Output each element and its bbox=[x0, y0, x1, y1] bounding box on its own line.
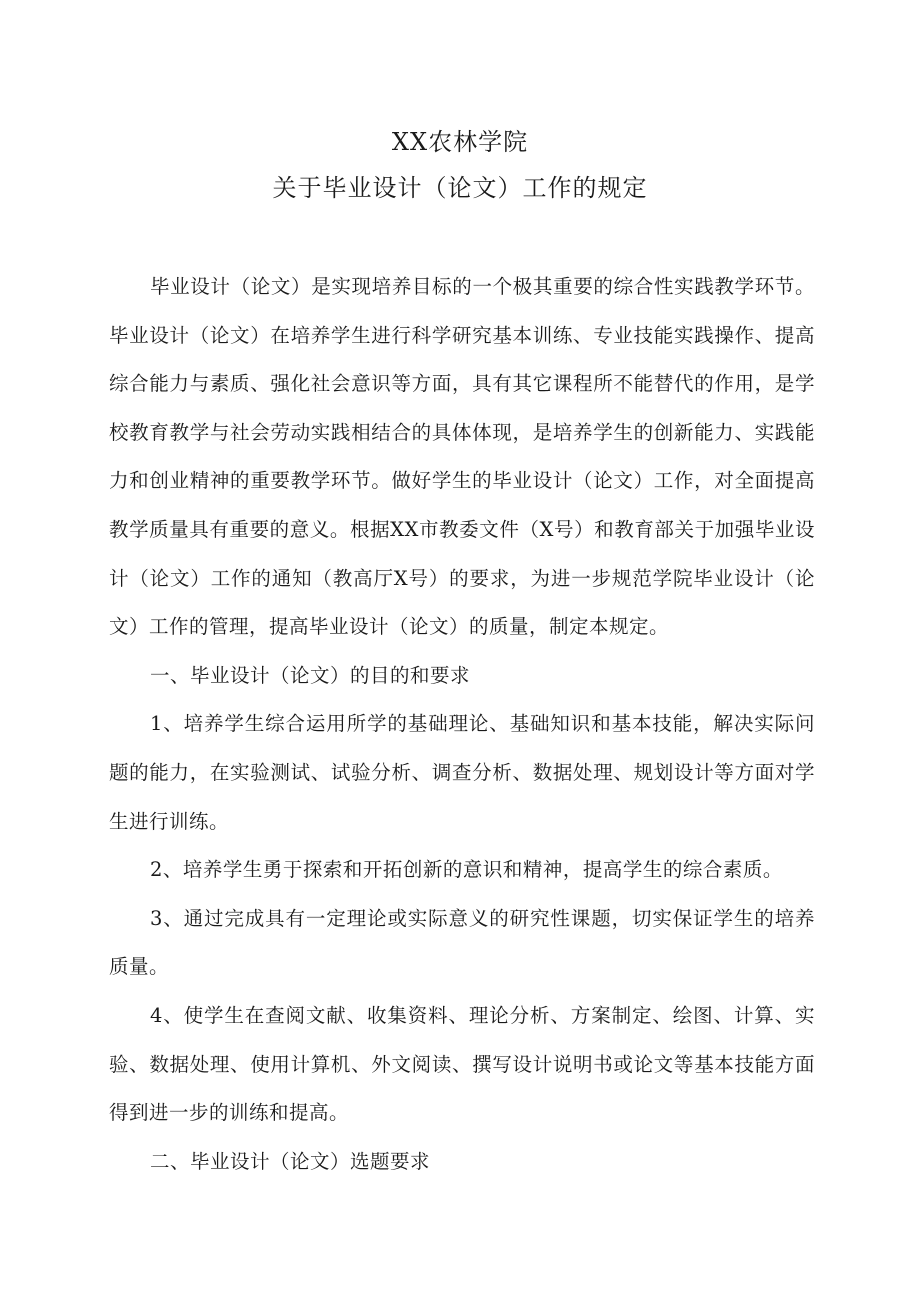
section-heading-1: 一、毕业设计（论文）的目的和要求 bbox=[149, 663, 470, 687]
document-title-regulation: 关于毕业设计（论文）工作的规定 bbox=[272, 174, 648, 202]
intro-paragraph: 毕业设计（论文）是实现培养目标的一个极其重要的综合性实践教学环节。毕业设计（论文）在培养学生进行科学研究基本训练、专业技能实践操作、提高综合能力与素质、强化社会意识等方面，具有其它课程所不能替代的作用，是学校教育教学与社会劳动实践相结合的具体体现，是培养学生的创新能力、实践能力和创业精神的重要教学环节。做好学生的毕业设计（论文）工作，对全面提高教学质量具有重要的意义。根据XX市教委文件（X号）和教育部关于加强毕业设计（论文）工作的通知（教高厅X号）的要求，为进一步规范学院毕业设计（论文）工作的管理，提高毕业设计（论文）的质量，制定本规定。 bbox=[109, 275, 815, 639]
document-body bbox=[109, 263, 815, 1186]
list-item-3: 3、通过完成具有一定理论或实际意义的研究性课题，切实保证学生的培养质量。 bbox=[109, 906, 815, 979]
list-item-2: 2、培养学生勇于探索和开拓创新的意识和精神，提高学生的综合素质。 bbox=[149, 858, 783, 882]
document-title-institution: XX农林学院 bbox=[391, 128, 529, 156]
section-heading-2: 二、毕业设计（论文）选题要求 bbox=[149, 1149, 430, 1173]
list-item-1: 1、培养学生综合运用所学的基础理论、基础知识和基本技能，解决实际问题的能力，在实验测试、试验分析、调查分析、数据处理、规划设计等方面对学生进行训练。 bbox=[109, 712, 815, 833]
list-item-4: 4、使学生在查阅文献、收集资料、理论分析、方案制定、绘图、计算、实验、数据处理、使用计算机、外文阅读、撰写设计说明书或论文等基本技能方面得到进一步的训练和提高。 bbox=[109, 1003, 815, 1125]
